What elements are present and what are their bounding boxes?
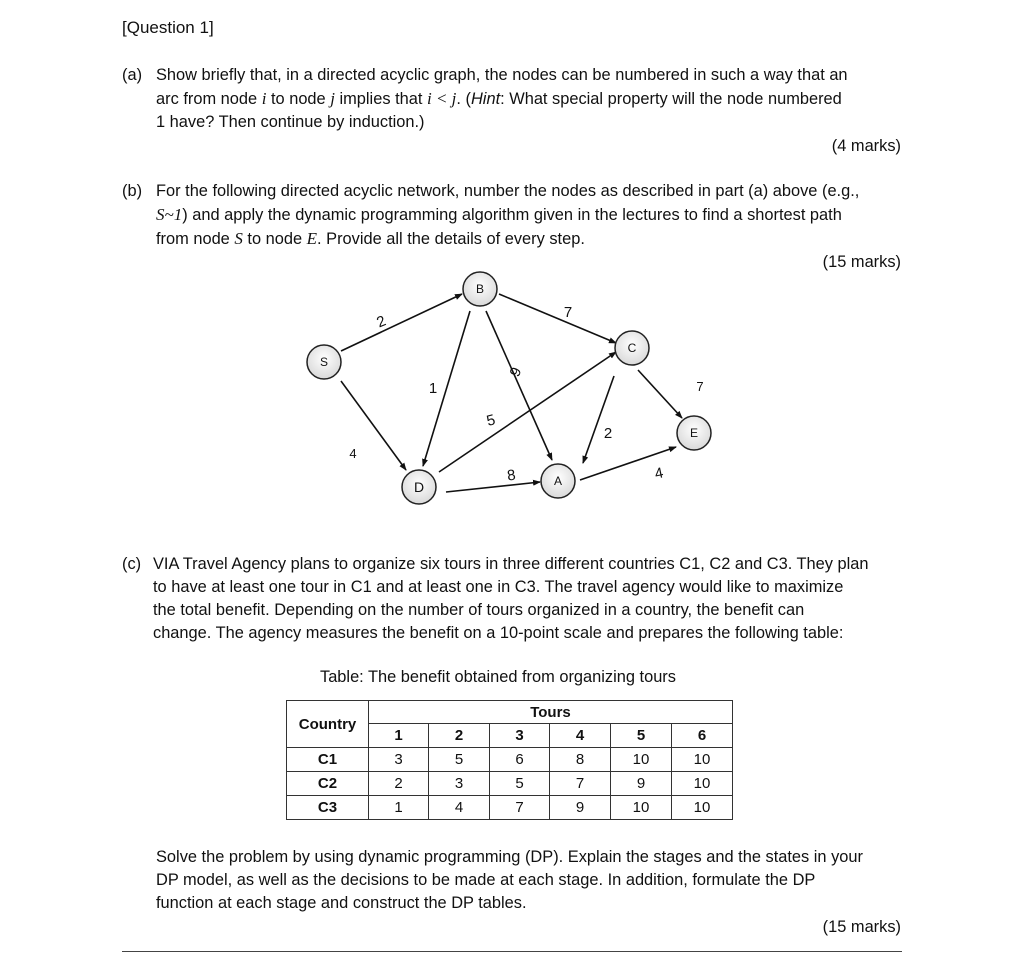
benefit-cell: 10 bbox=[672, 772, 733, 796]
row-country: C2 bbox=[287, 772, 369, 796]
benefit-cell: 9 bbox=[611, 772, 672, 796]
weight-c-a: 2 bbox=[603, 425, 613, 442]
benefit-table bbox=[286, 700, 733, 820]
benefit-cell: 5 bbox=[490, 772, 550, 796]
part-c-line: to have at least one tour in C1 and at least one in C3. The travel agency would like to maximize bbox=[153, 578, 844, 596]
benefit-cell: 3 bbox=[369, 748, 429, 772]
row-country: C1 bbox=[287, 748, 369, 772]
weight-a-e: 4 bbox=[653, 464, 665, 483]
weight-b-d: 1 bbox=[428, 380, 438, 397]
tour-number: 1 bbox=[369, 724, 429, 748]
tour-number: 2 bbox=[429, 724, 490, 748]
weight-d-c: 5 bbox=[484, 411, 498, 430]
weight-s-b: 2 bbox=[374, 312, 389, 332]
edge-d-a bbox=[446, 482, 540, 492]
tour-number: 4 bbox=[550, 724, 611, 748]
tour-number: 6 bbox=[672, 724, 733, 748]
benefit-cell: 4 bbox=[429, 796, 490, 820]
node-d-label: D bbox=[413, 479, 425, 495]
part-c-text bbox=[153, 553, 901, 645]
node-c-label: C bbox=[627, 341, 637, 355]
node-e-label: E bbox=[689, 426, 699, 440]
benefit-cell: 10 bbox=[611, 748, 672, 772]
part-a-line-3: 1 have? Then continue by induction.) bbox=[156, 113, 425, 131]
node-b-label: B bbox=[475, 282, 485, 296]
benefit-cell: 7 bbox=[490, 796, 550, 820]
question-title: [Question 1] bbox=[122, 18, 214, 37]
edge-c-a bbox=[583, 376, 614, 463]
table-caption: Table: The benefit obtained from organizing tours bbox=[320, 668, 676, 686]
part-a-marks: (4 marks) bbox=[831, 137, 901, 155]
benefit-cell: 1 bbox=[369, 796, 429, 820]
benefit-cell: 2 bbox=[369, 772, 429, 796]
solve-line: DP model, as well as the decisions to be made at each stage. In addition, formulate the DP bbox=[156, 871, 816, 889]
weight-b-c: 7 bbox=[563, 304, 573, 321]
bottom-divider bbox=[122, 951, 902, 952]
part-c-line: the total benefit. Depending on the number of tours organized in a country, the benefit can bbox=[153, 601, 805, 619]
table-row bbox=[287, 796, 733, 820]
country-header: Country bbox=[287, 701, 369, 748]
benefit-cell: 7 bbox=[550, 772, 611, 796]
weight-s-d: 4 bbox=[349, 446, 357, 461]
part-a-line-2: arc from node i to node j implies that i < j. (Hint: What special property will the node numbered bbox=[156, 89, 842, 108]
benefit-cell: 9 bbox=[550, 796, 611, 820]
benefit-cell: 10 bbox=[672, 796, 733, 820]
node-a-label: A bbox=[553, 474, 563, 488]
part-c-marks: (15 marks) bbox=[822, 918, 901, 936]
solve-line: Solve the problem by using dynamic programming (DP). Explain the stages and the states in your bbox=[156, 848, 863, 866]
benefit-cell: 3 bbox=[429, 772, 490, 796]
benefit-cell: 10 bbox=[611, 796, 672, 820]
table-row bbox=[287, 772, 733, 796]
part-a-line-1: Show briefly that, in a directed acyclic graph, the nodes can be numbered in such a way that an bbox=[156, 66, 848, 84]
solve-line: function at each stage and construct the DP tables. bbox=[156, 894, 527, 912]
edge-b-c bbox=[499, 294, 616, 343]
node-s-label: S bbox=[319, 355, 329, 369]
part-c-label: (c) bbox=[122, 555, 142, 573]
benefit-cell: 10 bbox=[672, 748, 733, 772]
benefit-cell: 5 bbox=[429, 748, 490, 772]
benefit-cell: 6 bbox=[490, 748, 550, 772]
part-c-line: change. The agency measures the benefit on a 10-point scale and prepares the following table: bbox=[153, 624, 844, 642]
part-b-label: (b) bbox=[122, 182, 143, 200]
part-a-label: (a) bbox=[122, 66, 143, 84]
benefit-cell: 8 bbox=[550, 748, 611, 772]
table-row bbox=[287, 748, 733, 772]
tour-number: 3 bbox=[490, 724, 550, 748]
edge-s-b bbox=[341, 294, 462, 351]
part-c-line: VIA Travel Agency plans to organize six tours in three different countries C1, C2 and C3. They plan bbox=[153, 555, 869, 573]
tours-header: Tours bbox=[369, 701, 733, 724]
weight-c-e: 7 bbox=[696, 379, 704, 394]
edge-d-c bbox=[439, 352, 616, 472]
solve-instructions bbox=[156, 846, 901, 915]
row-country: C3 bbox=[287, 796, 369, 820]
part-b-marks: (15 marks) bbox=[822, 253, 901, 271]
tour-number: 5 bbox=[611, 724, 672, 748]
part-b-line-1: For the following directed acyclic network, number the nodes as described in part (a) above (e.g., bbox=[156, 182, 860, 200]
weight-d-a: 8 bbox=[506, 466, 517, 485]
weight-b-a: 9 bbox=[506, 364, 526, 380]
part-b-line-3: from node S to node E. Provide all the details of every step. bbox=[156, 229, 585, 248]
edge-b-a bbox=[486, 311, 552, 460]
edge-c-e bbox=[638, 370, 682, 418]
part-b-line-2: S~1) and apply the dynamic programming algorithm given in the lectures to find a shortest path bbox=[156, 205, 842, 224]
